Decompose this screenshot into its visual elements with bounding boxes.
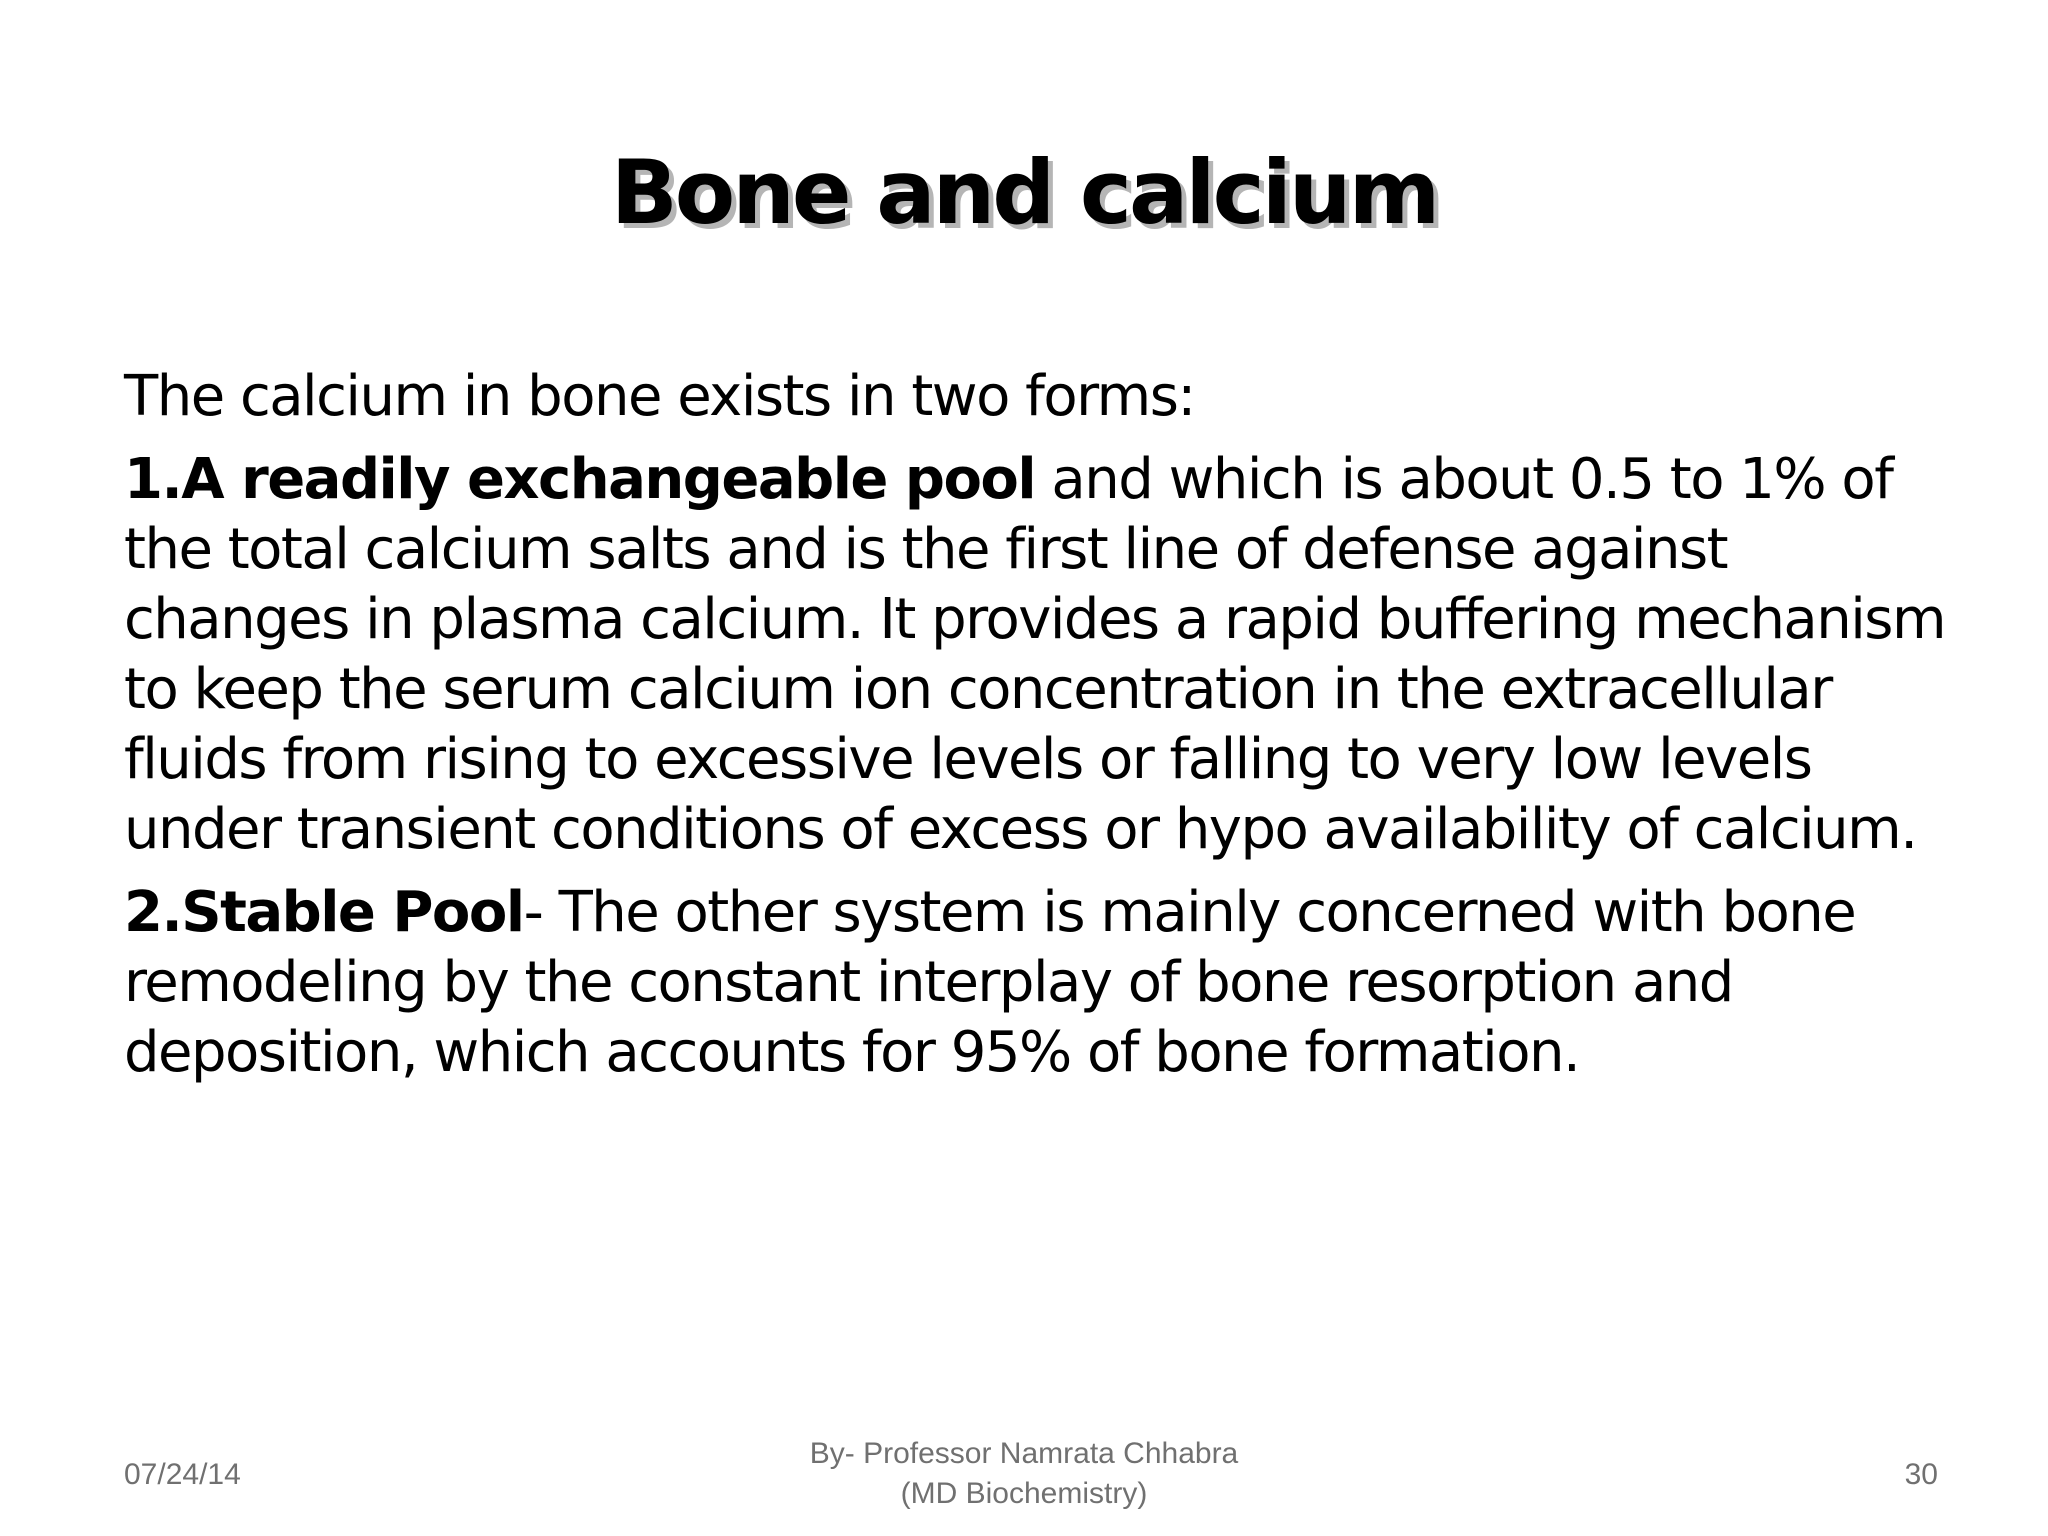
- point-2-lead: 2.Stable Pool: [124, 880, 524, 945]
- point-1: [124, 445, 1964, 865]
- point-2-text: - The other system is mainly concerned with bone remodeling by the constant interplay of bone resorption and deposition, which accounts for 95% of bone formation.: [124, 880, 1856, 1085]
- page-number: 30: [1904, 1458, 1938, 1491]
- slide-body: [124, 362, 1964, 1088]
- slide-title: Bone and calcium: [610, 141, 1438, 244]
- point-1-text: and which is about 0.5 to 1% of the total calcium salts and is the first line of defense against changes in plasma calcium. It provides a rapid buffering mechanism to keep the serum calcium ion concentration in the extracellular fluids from rising to excessive levels or falling to very low levels under transient conditions of excess or hypo availability of calcium.: [124, 447, 1946, 862]
- point-1-lead: 1.A readily exchangeable pool: [124, 447, 1036, 512]
- intro-text: The calcium in bone exists in two forms:: [124, 364, 1195, 429]
- point-2: [124, 878, 1964, 1088]
- footer-date: 07/24/14: [124, 1458, 241, 1491]
- footer-author: [624, 1434, 1424, 1514]
- footer-author-line1: By- Professor Namrata Chhabra: [809, 1437, 1239, 1470]
- footer-author-line2: (MD Biochemistry): [900, 1477, 1148, 1510]
